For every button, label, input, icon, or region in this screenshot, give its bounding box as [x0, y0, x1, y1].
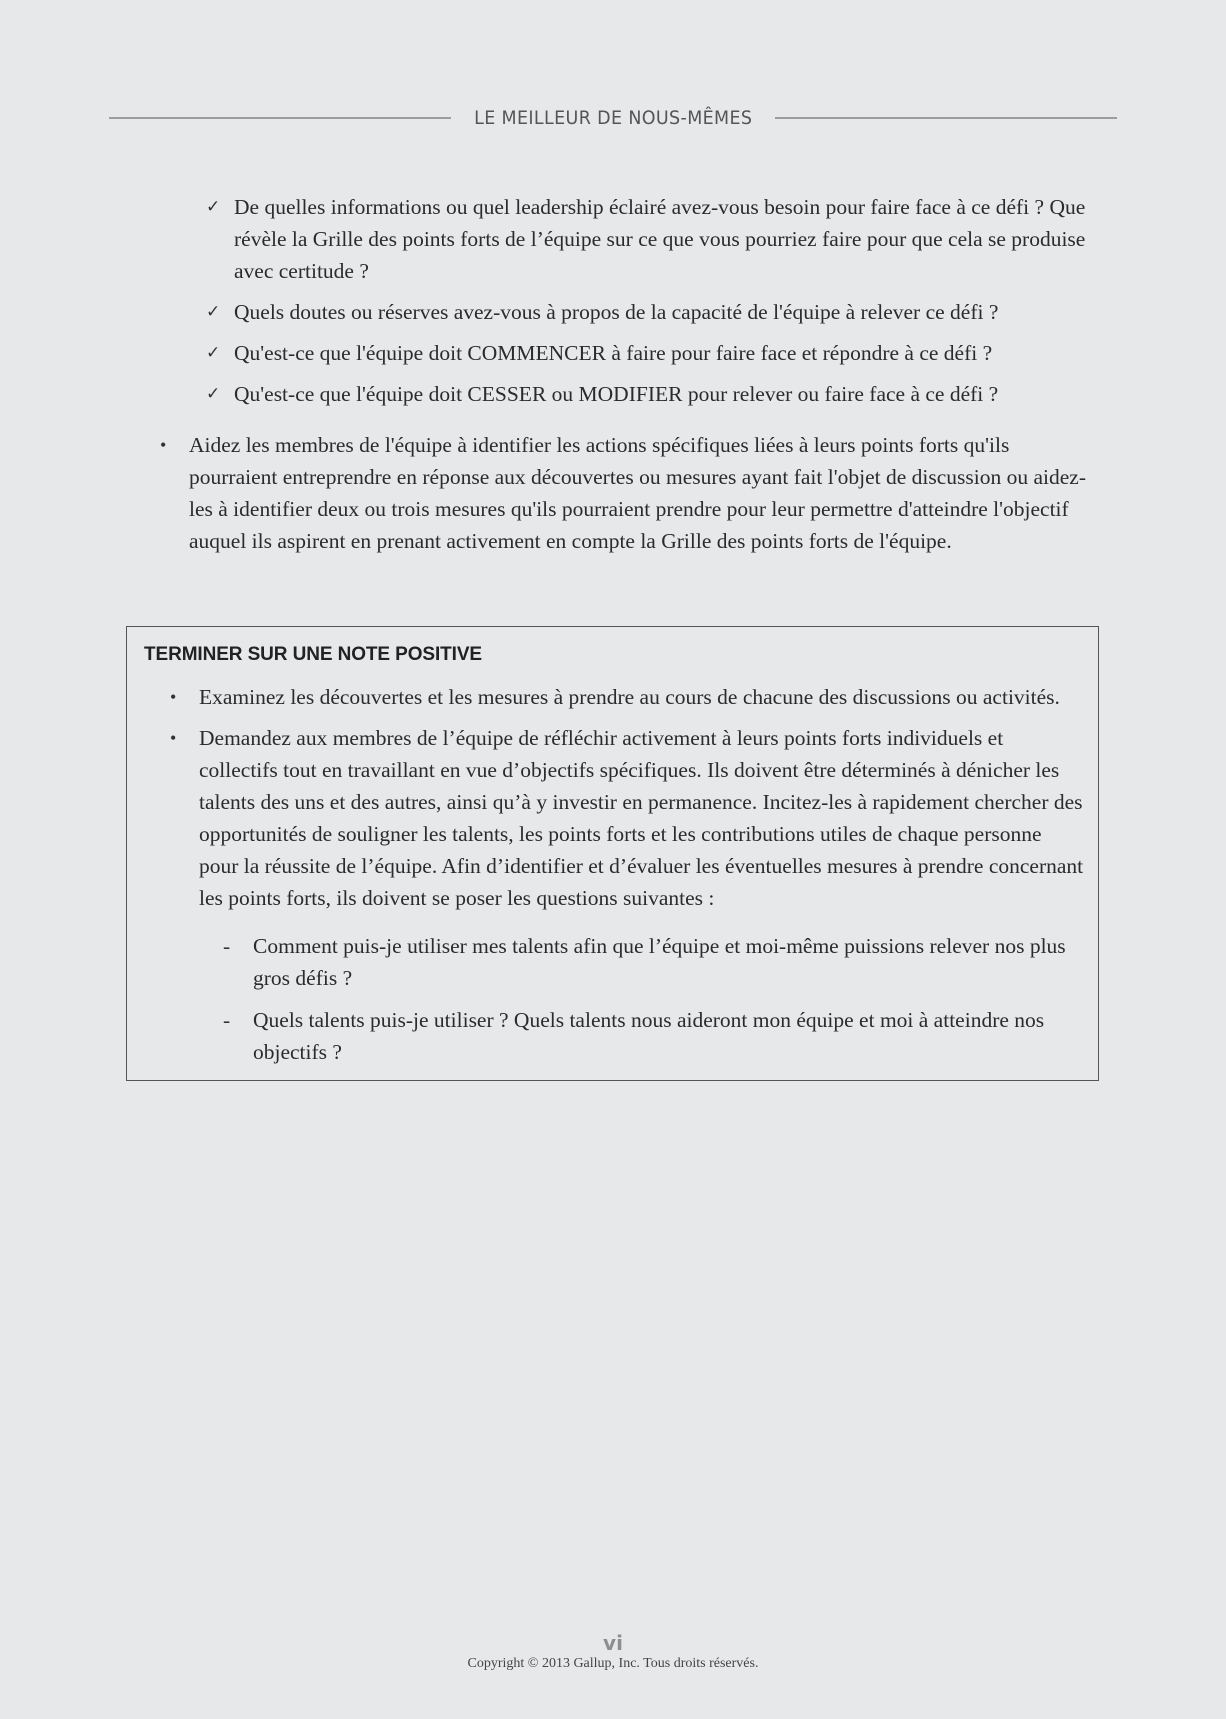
question-item: [223, 930, 1085, 994]
header-rule-right: [775, 117, 1117, 119]
checklist-item-text: Qu'est-ce que l'équipe doit CESSER ou MODIFIER pour relever ou faire face à ce défi ?: [234, 382, 999, 406]
checklist-item-text: Qu'est-ce que l'équipe doit COMMENCER à faire pour faire face et répondre à ce défi ?: [234, 341, 993, 365]
bullet-item-text: Aidez les membres de l'équipe à identifier les actions spécifiques liées à leurs points forts qu'ils pourraient entreprendre en réponse aux découvertes ou mesures ayant fait l'objet de discussion ou aidez-les à identifier deux ou trois mesures qu'ils pourraient prendre pour leur permettre d'atteindre l'objectif auquel ils aspirent en prenant activement en compte la Grille des points forts de l'équipe.: [189, 433, 1086, 553]
checklist-item-text: De quelles informations ou quel leadership éclairé avez-vous besoin pour faire face à ce défi ? Que révèle la Grille des points forts de l’équipe sur ce que vous pourriez faire pour que cela se produise avec certitude ?: [234, 195, 1086, 283]
box-bullet-item: [170, 722, 1085, 1068]
check-mark-icon: ✓: [206, 197, 221, 217]
box-bullet-list: [170, 681, 1085, 1078]
header-rule-left: [109, 117, 451, 119]
positive-note-box: [126, 626, 1099, 1081]
checklist-item: [206, 337, 1106, 369]
question-text: Comment puis-je utiliser mes talents afin que l’équipe et moi-même puissions relever nos plus gros défis ?: [253, 934, 1066, 990]
bullet-list: [160, 429, 1100, 557]
dash-icon: -: [223, 1008, 231, 1032]
running-header: [109, 104, 1117, 132]
question-text: Quels talents puis-je utiliser ? Quels talents nous aideront mon équipe et moi à atteindre nos objectifs ?: [253, 1008, 1045, 1064]
checklist-item-text: Quels doutes ou réserves avez-vous à propos de la capacité de l'équipe à relever ce défi ?: [234, 300, 999, 324]
page-footer: [0, 1631, 1226, 1673]
question-list: [223, 930, 1085, 1068]
check-mark-icon: ✓: [206, 302, 221, 322]
box-heading: TERMINER SUR UNE NOTE POSITIVE: [144, 644, 482, 665]
check-mark-icon: ✓: [206, 343, 221, 363]
box-bullet-text: Demandez aux membres de l’équipe de réfléchir activement à leurs points forts individuels et collectifs tout en travaillant en vue d’objectifs spécifiques. Ils doivent être déterminés à dénicher les talents des uns et des autres, ainsi qu’à y investir en permanence. Incitez-les à rapidement chercher des opportunités de souligner les talents, les points forts et les contributions utiles de chaque personne pour la réussite de l’équipe. Afin d’identifier et d’évaluer les éventuelles mesures à prendre concernant les points forts, ils doivent se poser les questions suivantes :: [199, 726, 1084, 910]
question-item: [223, 1004, 1085, 1068]
bullet-icon: •: [170, 687, 177, 707]
check-mark-icon: ✓: [206, 384, 221, 404]
page-number: vi: [603, 1631, 623, 1655]
checklist-item: [206, 191, 1106, 287]
box-bullet-text: Examinez les découvertes et les mesures à prendre au cours de chacune des discussions ou activités.: [199, 685, 1060, 709]
checklist-item: [206, 378, 1106, 410]
bullet-icon: •: [170, 728, 177, 748]
box-bullet-item: [170, 681, 1085, 713]
bullet-icon: •: [160, 435, 167, 455]
checklist: [206, 191, 1106, 419]
checklist-item: [206, 296, 1106, 328]
bullet-item: [160, 429, 1100, 557]
running-title: LE MEILLEUR DE NOUS-MÊMES: [473, 107, 753, 129]
copyright-notice: Copyright © 2013 Gallup, Inc. Tous droits réservés.: [467, 1656, 759, 1671]
dash-icon: -: [223, 934, 231, 958]
